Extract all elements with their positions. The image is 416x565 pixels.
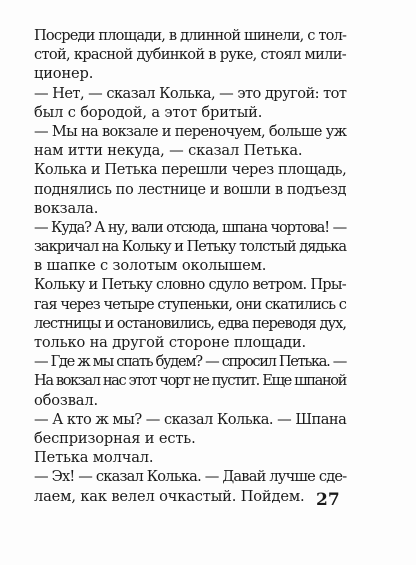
text-line: — Куда? А ну, вали отсюда, шпана чортова! — — [34, 218, 347, 236]
text-line: Колька и Петька перешли через площадь, — [34, 161, 347, 179]
text-line: беспризорная и есть. — [34, 429, 196, 447]
text-line: лестницы и остановились, едва переводя дух, — [34, 314, 346, 332]
text-line: нам итти некуда, — сказал Петька. — [34, 142, 303, 160]
text-line: На вокзал нас этот чорт не пустит. Еще шпаной — [34, 372, 346, 390]
text-line: стой, красной дубинкой в руке, стоял мили- — [34, 46, 347, 64]
text-line: — Где ж мы спать будем? — спросил Петька. — — [34, 353, 346, 371]
text-line: поднялись по лестнице и вошли в подъезд — [34, 180, 346, 198]
text-line: — А кто ж мы? — сказал Колька. — Шпана — [34, 410, 347, 428]
body-text — [34, 26, 346, 506]
text-line: был с бородой, а этот бритый. — [34, 103, 263, 121]
text-line: Кольку и Петьку словно сдуло ветром. Пры- — [34, 276, 346, 294]
text-line: гая через четыре ступеньки, они скатились с — [34, 295, 346, 313]
text-line: в шапке с золотым околышем. — [34, 257, 267, 275]
text-line: — Эх! — сказал Колька. — Давай лучше сде- — [34, 468, 347, 486]
text-line: ционер. — [34, 65, 94, 83]
text-line: — Нет, — сказал Колька, — это другой: тот — [34, 84, 347, 102]
text-line: закричал на Кольку и Петьку толстый дядька — [34, 238, 346, 256]
text-line: только на другой стороне площади. — [34, 334, 307, 351]
text-line: Посреди площади, в длинной шинели, с тол- — [34, 27, 347, 44]
text-line: лаем, как велел очкастый. Пойдем. — [34, 487, 305, 505]
text-line: Петька молчал. — [34, 449, 154, 467]
text-line: вокзала. — [34, 199, 99, 217]
page-number: 27 — [316, 490, 340, 510]
text-line: — Мы на вокзале и переночуем, больше уж — [34, 122, 347, 140]
text-line: обозвал. — [34, 391, 98, 409]
